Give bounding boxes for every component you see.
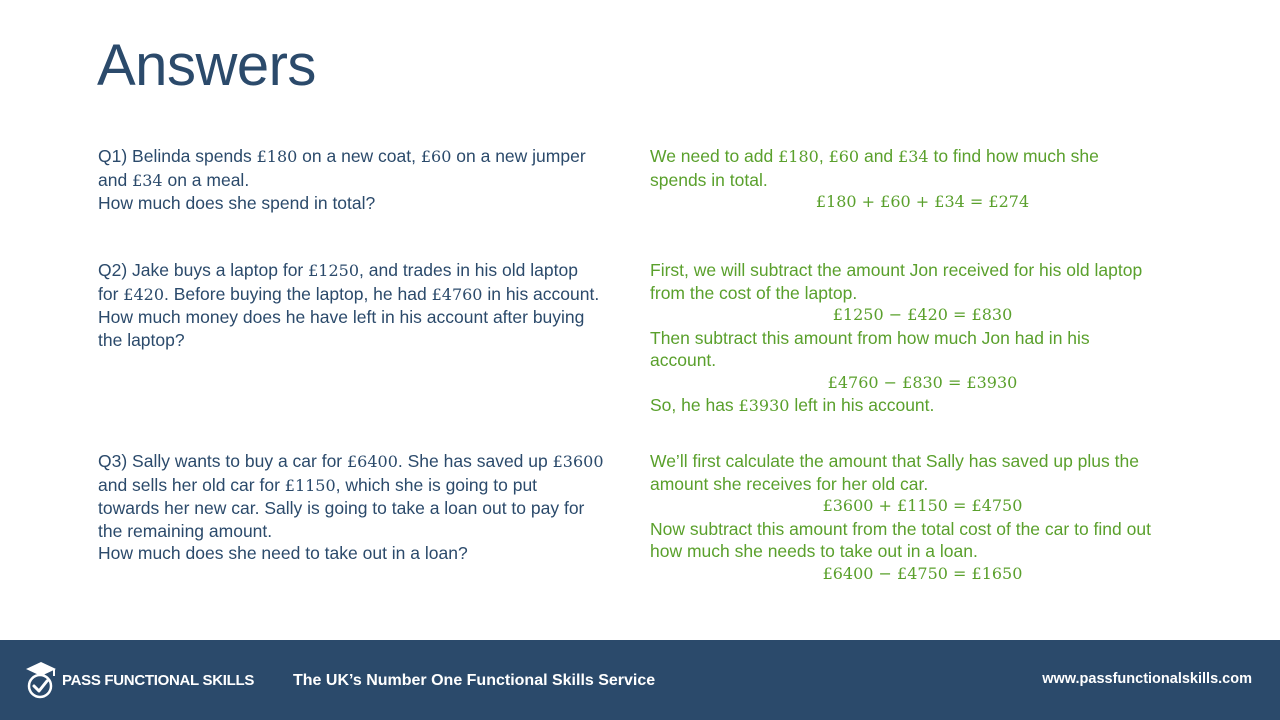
math-amount: £34 bbox=[898, 147, 929, 166]
text-segment: We’ll first calculate the amount that Sally has saved up plus the bbox=[650, 451, 1139, 471]
text-line bbox=[98, 474, 638, 498]
text-line bbox=[98, 192, 638, 215]
text-line bbox=[650, 450, 1195, 473]
text-segment: and bbox=[98, 169, 133, 190]
text-segment: spends in total. bbox=[650, 169, 768, 190]
text-line bbox=[98, 283, 638, 307]
text-segment: First, we will subtract the amount Jon received for his old laptop bbox=[650, 260, 1143, 280]
text-segment: account. bbox=[650, 350, 717, 370]
page-title: Answers bbox=[97, 33, 316, 98]
text-line bbox=[98, 542, 638, 565]
text-segment: for bbox=[98, 283, 124, 304]
text-line bbox=[650, 327, 1195, 350]
text-line bbox=[650, 540, 1195, 563]
math-amount: £1150 bbox=[284, 475, 336, 495]
text-segment: left in his account. bbox=[789, 395, 935, 415]
text-line bbox=[98, 450, 638, 474]
text-segment: . She has saved up bbox=[397, 451, 553, 471]
text-line bbox=[98, 306, 638, 329]
equation: £4760 − £830 = £3930 bbox=[827, 372, 1018, 392]
math-amount: £4760 bbox=[431, 284, 483, 304]
text-segment: on a new jumper bbox=[451, 146, 586, 166]
equation: £1250 − £420 = £830 bbox=[832, 305, 1013, 324]
math-amount: £420 bbox=[123, 284, 165, 304]
question-3 bbox=[98, 450, 638, 565]
answer-2 bbox=[650, 259, 1195, 418]
text-segment: , bbox=[818, 146, 829, 166]
text-segment: , and trades in his old laptop bbox=[359, 260, 578, 280]
text-line bbox=[650, 259, 1195, 282]
text-segment: in his account. bbox=[482, 283, 600, 304]
text-line bbox=[98, 259, 638, 283]
website-url[interactable]: www.passfunctionalskills.com bbox=[1042, 671, 1252, 687]
text-line bbox=[650, 282, 1195, 305]
text-line bbox=[650, 394, 1195, 418]
text-line bbox=[650, 169, 1195, 192]
brand-name: PASS FUNCTIONAL SKILLS bbox=[62, 672, 255, 689]
text-segment: Now subtract this amount from the total cost of the car to find out bbox=[650, 518, 1151, 539]
text-segment: Q2) Jake buys a laptop for bbox=[98, 260, 309, 280]
text-line bbox=[98, 497, 638, 520]
math-amount: £3600 bbox=[552, 452, 604, 471]
text-line bbox=[98, 520, 638, 543]
math-amount: £180 bbox=[256, 147, 298, 166]
equation: £3600 + £1150 = £4750 bbox=[822, 496, 1023, 515]
text-segment: and sells her old car for bbox=[98, 474, 285, 495]
answer-1 bbox=[650, 145, 1195, 214]
text-segment: on a meal. bbox=[162, 169, 250, 190]
math-amount: £3930 bbox=[738, 396, 790, 415]
tagline: The UK’s Number One Functional Skills Service bbox=[293, 672, 656, 689]
text-line bbox=[650, 145, 1195, 169]
text-segment: how much she needs to take out in a loan. bbox=[650, 541, 978, 561]
text-segment: So, he has bbox=[650, 395, 739, 415]
text-segment: to find how much she bbox=[928, 146, 1099, 166]
text-segment: Then subtract this amount from how much Jon had in his bbox=[650, 327, 1090, 348]
text-segment: towards her new car. Sally is going to take a loan out to pay for bbox=[98, 498, 585, 518]
text-segment: the remaining amount. bbox=[98, 520, 273, 541]
math-amount: £6400 bbox=[347, 452, 398, 471]
math-amount: £34 bbox=[132, 170, 163, 190]
math-amount: £180 bbox=[778, 147, 819, 166]
footer-bar bbox=[0, 640, 1280, 720]
text-line bbox=[650, 518, 1195, 541]
text-segment: How much does she spend in total? bbox=[98, 193, 376, 213]
text-segment: , which she is going to put bbox=[335, 474, 538, 495]
equation: £6400 − £4750 = £1650 bbox=[822, 563, 1023, 583]
text-segment: Q1) Belinda spends bbox=[98, 146, 257, 166]
text-line bbox=[650, 349, 1195, 372]
question-2 bbox=[98, 259, 638, 351]
question-1 bbox=[98, 145, 638, 215]
graduation-cap-check-icon bbox=[24, 660, 58, 700]
text-segment: We need to add bbox=[650, 146, 779, 166]
text-line bbox=[98, 145, 638, 169]
answer-3 bbox=[650, 450, 1195, 585]
text-segment: Q3) Sally wants to buy a car for bbox=[98, 451, 347, 471]
text-segment: the laptop? bbox=[98, 329, 185, 350]
math-amount: £60 bbox=[420, 147, 452, 166]
text-line bbox=[650, 473, 1195, 496]
text-segment: How much money does he have left in his account after buying bbox=[98, 307, 585, 327]
math-amount: £1250 bbox=[308, 261, 360, 280]
equation: £180 + £60 + £34 = £274 bbox=[815, 192, 1030, 211]
text-segment: and bbox=[859, 146, 899, 166]
text-line bbox=[98, 329, 638, 352]
text-segment: on a new coat, bbox=[297, 146, 421, 166]
text-line bbox=[98, 169, 638, 193]
text-segment: . Before buying the laptop, he had bbox=[164, 283, 432, 304]
text-segment: amount she receives for her old car. bbox=[650, 473, 929, 494]
math-amount: £60 bbox=[828, 147, 860, 166]
text-segment: from the cost of the laptop. bbox=[650, 282, 858, 303]
text-segment: How much does she need to take out in a loan? bbox=[98, 543, 468, 563]
